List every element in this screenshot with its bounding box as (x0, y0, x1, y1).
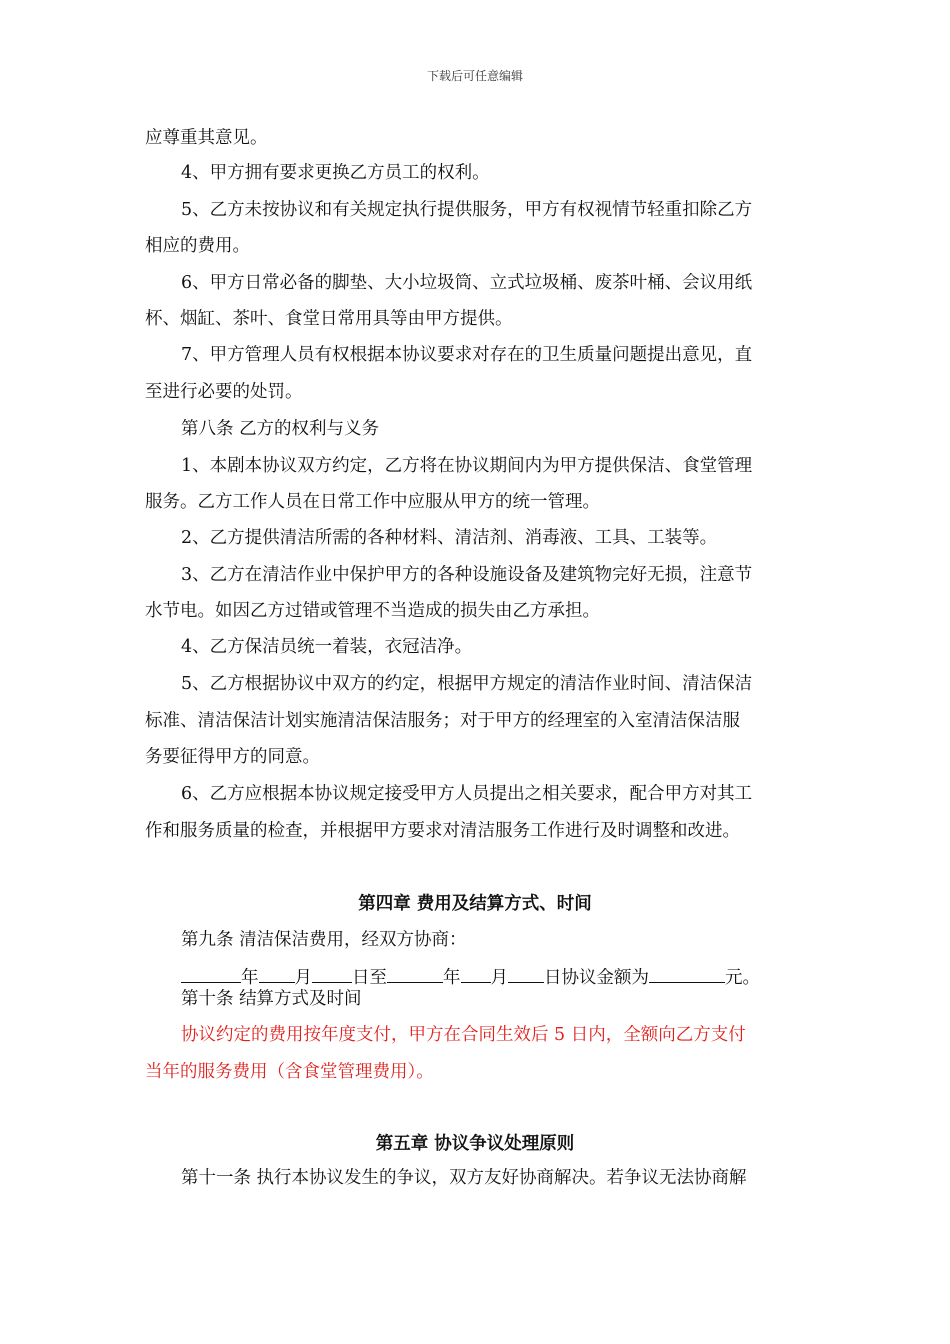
page-header: 下载后可任意编辑 (426, 69, 523, 83)
article-heading: 第八条 乙方的权利与义务 (181, 419, 380, 439)
blank-field[interactable] (508, 964, 544, 983)
paragraph-line: 至进行必要的处罚。 (145, 382, 303, 402)
paragraph-line: 2、乙方提供清洁所需的各种材料、清洁剂、消毒液、工具、工装等。 (181, 528, 718, 548)
paragraph-line: 5、乙方根据协议中双方的约定，根据甲方规定的清洁作业时间、清洁保洁 (181, 674, 753, 694)
article-heading: 第九条 清洁保洁费用，经双方协商： (181, 930, 467, 950)
month-label: 月 (294, 968, 312, 988)
red-paragraph-line: 当年的服务费用（含食堂管理费用）。 (145, 1062, 434, 1082)
amount-blank-field[interactable] (649, 964, 725, 983)
blank-field[interactable] (181, 964, 241, 983)
chapter-heading: 第五章 协议争议处理原则 (375, 1134, 575, 1154)
year-label: 年 (241, 968, 259, 988)
paragraph-line: 标准、清洁保洁计划实施清洁保洁服务；对于甲方的经理室的入室清洁保洁服 (145, 711, 740, 731)
day-amount-label: 日协议金额为 (544, 968, 649, 988)
paragraph-line: 6、甲方日常必备的脚垫、大小垃圾筒、立式垃圾桶、废茶叶桶、会议用纸 (181, 273, 753, 293)
paragraph-line: 7、甲方管理人员有权根据本协议要求对存在的卫生质量问题提出意见，直 (181, 345, 753, 365)
article-heading: 第十条 结算方式及时间 (181, 989, 362, 1009)
chapter-heading: 第四章 费用及结算方式、时间 (358, 894, 592, 914)
year-label: 年 (443, 968, 461, 988)
paragraph-line: 5、乙方未按协议和有关规定执行提供服务，甲方有权视情节轻重扣除乙方 (181, 200, 753, 220)
paragraph-line: 水节电。如因乙方过错或管理不当造成的损失由乙方承担。 (145, 601, 600, 621)
day-label: 日至 (352, 968, 387, 988)
blank-date-amount-line (181, 964, 760, 989)
yuan-label: 元。 (725, 968, 760, 988)
paragraph-line: 服务。乙方工作人员在日常工作中应服从甲方的统一管理。 (145, 492, 600, 512)
paragraph-line: 4、乙方保洁员统一着装，衣冠洁净。 (181, 637, 473, 657)
red-paragraph-line: 协议约定的费用按年度支付，甲方在合同生效后 5 日内，全额向乙方支付 (181, 1025, 746, 1045)
blank-field[interactable] (312, 964, 352, 983)
paragraph-line: 应尊重其意见。 (145, 128, 268, 148)
paragraph-line: 杯、烟缸、茶叶、食堂日常用具等由甲方提供。 (145, 309, 513, 329)
month-label: 月 (490, 968, 508, 988)
paragraph-line: 作和服务质量的检查，并根据甲方要求对清洁服务工作进行及时调整和改进。 (145, 821, 740, 841)
paragraph-line: 第十一条 执行本协议发生的争议，双方友好协商解决。若争议无法协商解 (181, 1168, 747, 1188)
blank-field[interactable] (387, 964, 443, 983)
paragraph-line: 1、本剧本协议双方约定，乙方将在协议期间内为甲方提供保洁、食堂管理 (181, 456, 753, 476)
blank-field[interactable] (259, 964, 295, 983)
paragraph-line: 4、甲方拥有要求更换乙方员工的权利。 (181, 163, 490, 183)
paragraph-line: 务要征得甲方的同意。 (145, 747, 320, 767)
paragraph-line: 3、乙方在清洁作业中保护甲方的各种设施设备及建筑物完好无损，注意节 (181, 565, 753, 585)
blank-field[interactable] (461, 964, 491, 983)
paragraph-line: 相应的费用。 (145, 236, 250, 256)
paragraph-line: 6、乙方应根据本协议规定接受甲方人员提出之相关要求，配合甲方对其工 (181, 784, 753, 804)
